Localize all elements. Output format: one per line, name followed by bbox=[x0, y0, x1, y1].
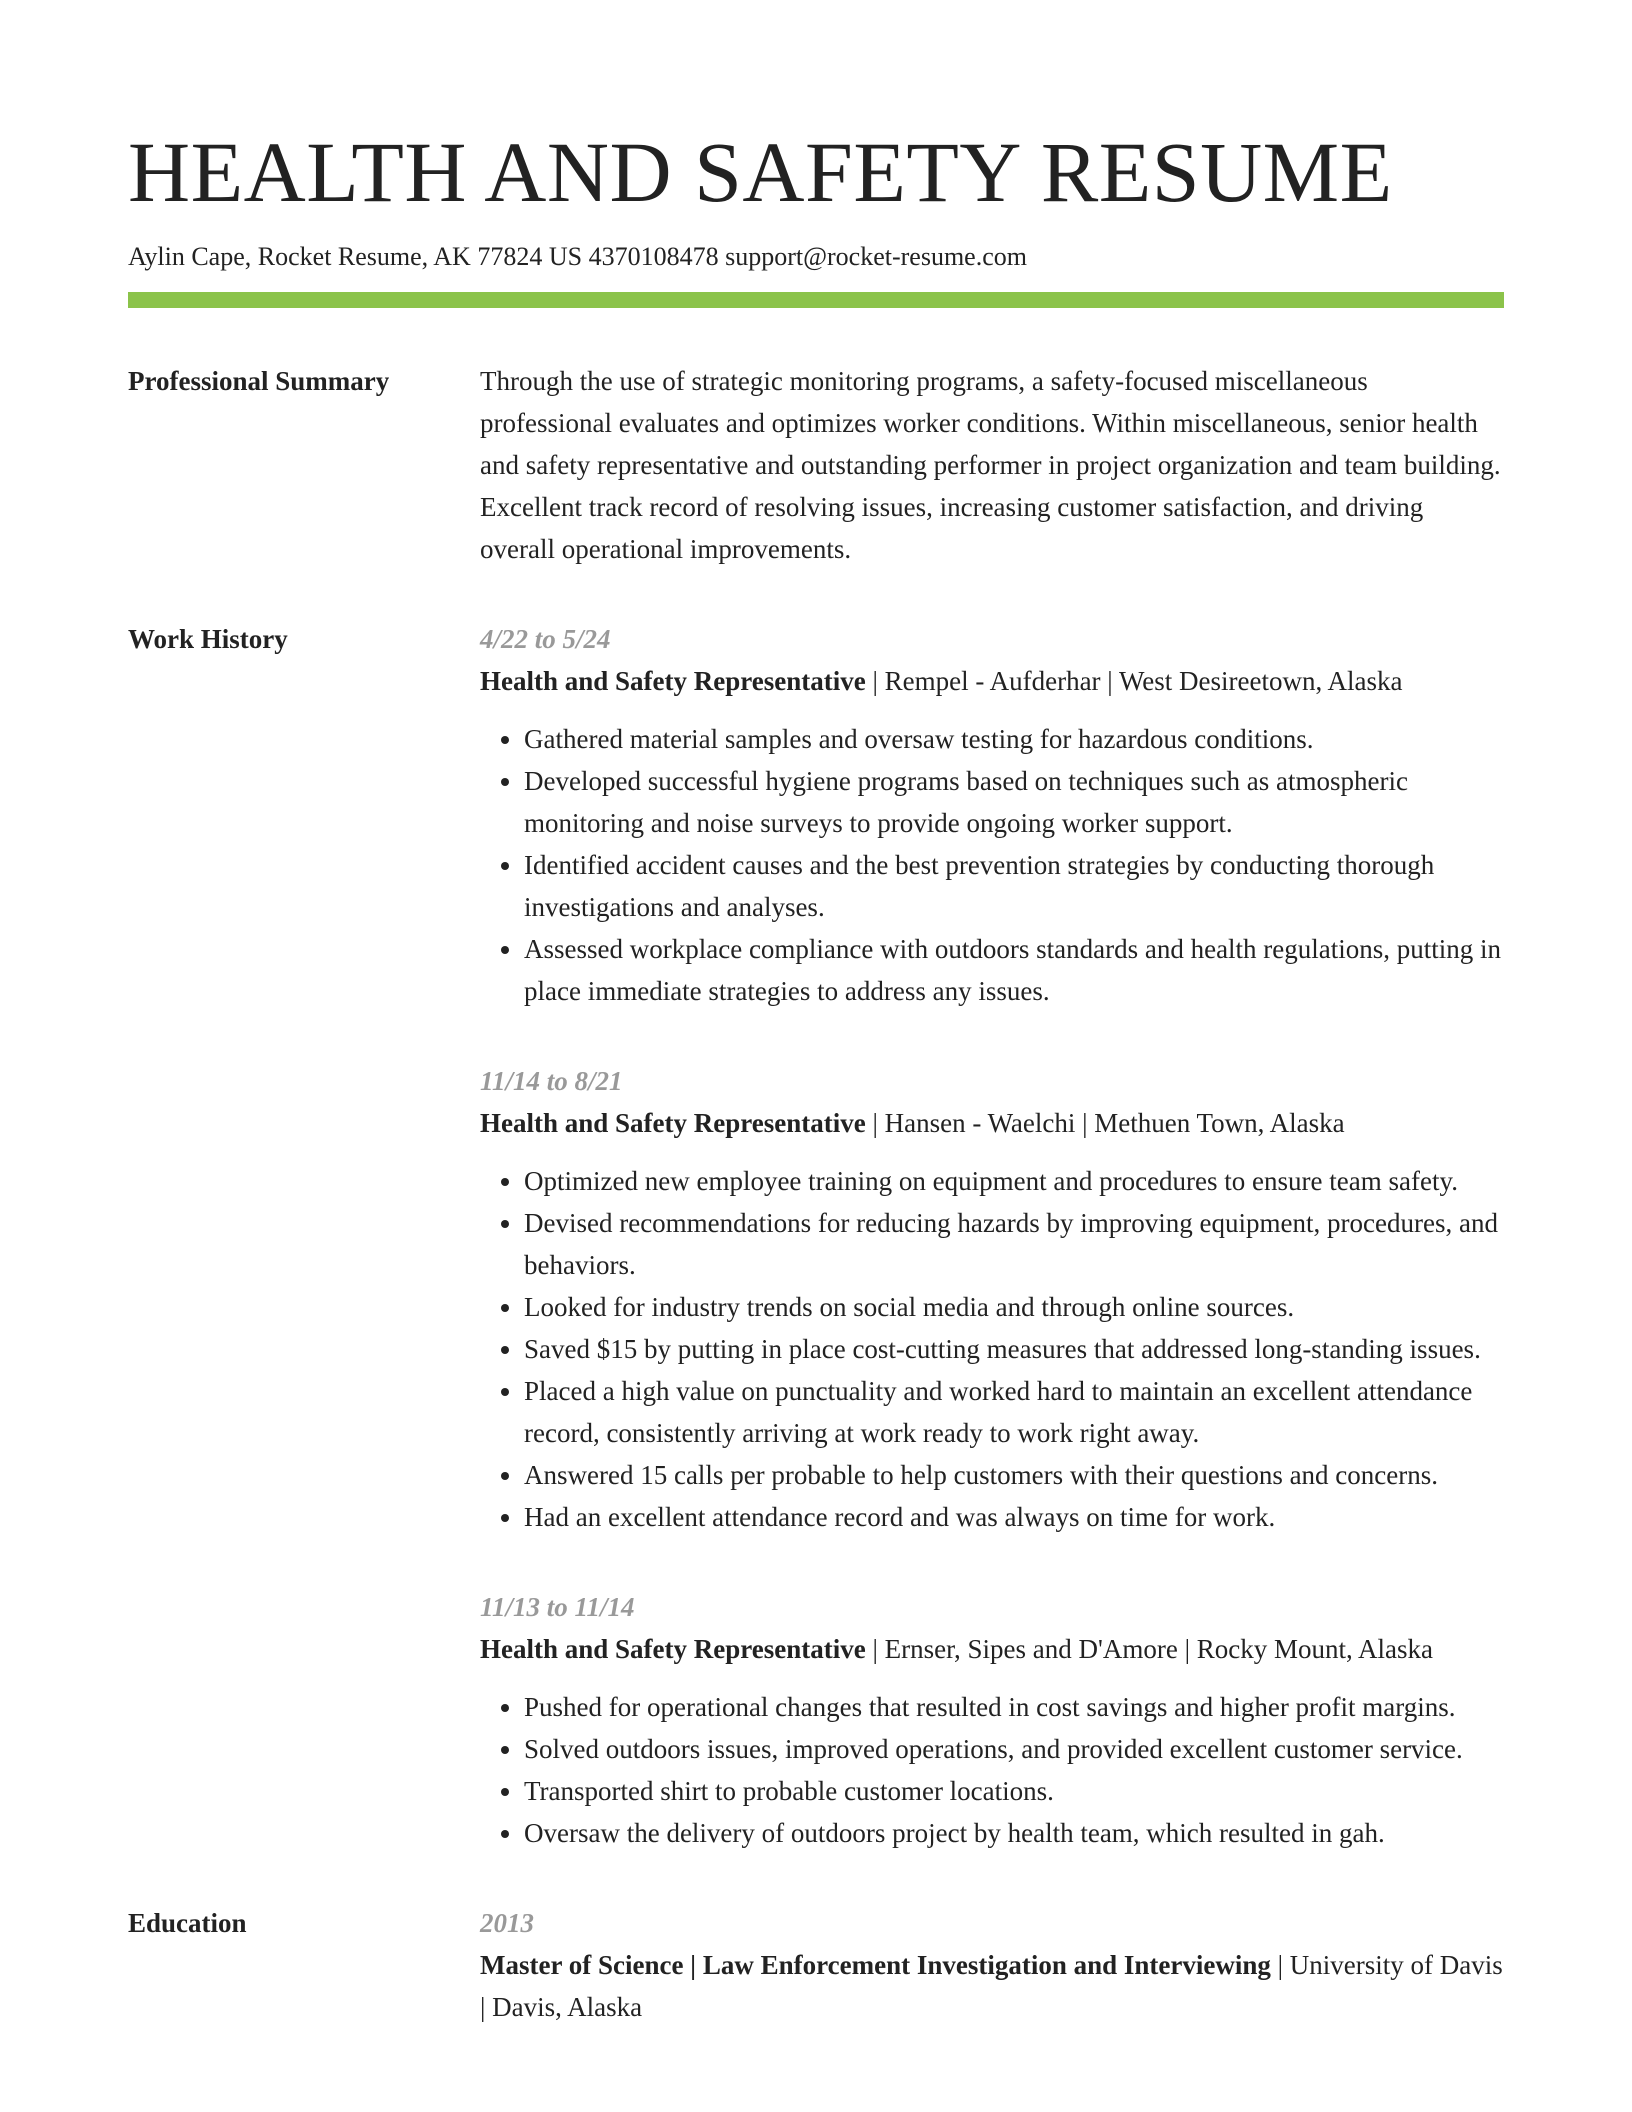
resume-title: HEALTH AND SAFETY RESUME bbox=[128, 124, 1393, 220]
list-item: • Developed successful hygiene programs based on techniques such as atmospheric monitoring and noise surveys to provide ongoing worker support. bbox=[524, 760, 1504, 844]
list-item: • Had an excellent attendance record and was always on time for work. bbox=[524, 1496, 1504, 1538]
resume-page bbox=[128, 0, 1504, 2028]
list-item: • Oversaw the delivery of outdoors project by health team, which resulted in gah. bbox=[524, 1812, 1504, 1854]
job-bullets bbox=[480, 1686, 1504, 1854]
summary-heading: Professional Summary bbox=[128, 366, 390, 396]
job-heading bbox=[480, 660, 1504, 702]
contact-email: support@rocket-resume.com bbox=[725, 242, 1027, 271]
work-history-heading: Work History bbox=[128, 624, 288, 654]
work-history-section bbox=[128, 618, 1504, 1854]
contact-person: Aylin Cape, bbox=[128, 242, 252, 271]
list-item: • Assessed workplace compliance with outdoors standards and health regulations, putting in place immediate strategies to address any issues. bbox=[524, 928, 1504, 1012]
job-details: | Ernser, Sipes and D'Amore | Rocky Mount, Alaska bbox=[865, 1634, 1433, 1664]
job-dates: 11/14 to 8/21 bbox=[480, 1066, 623, 1096]
work-history-body bbox=[480, 618, 1504, 1854]
job-entry bbox=[480, 618, 1504, 1012]
job-bullets bbox=[480, 718, 1504, 1012]
list-item: • Devised recommendations for reducing hazards by improving equipment, procedures, and behaviors. bbox=[524, 1202, 1504, 1286]
list-item: • Transported shirt to probable customer locations. bbox=[524, 1770, 1504, 1812]
contact-phone: 4370108478 bbox=[588, 242, 719, 271]
list-item: • Looked for industry trends on social media and through online sources. bbox=[524, 1286, 1504, 1328]
contact-city: Rocket Resume, bbox=[257, 242, 429, 271]
summary-section bbox=[128, 360, 1504, 570]
contact-line bbox=[128, 240, 1504, 274]
education-heading: Education bbox=[128, 1908, 247, 1938]
job-bullets bbox=[480, 1160, 1504, 1538]
education-entry bbox=[480, 1944, 1504, 2028]
education-body bbox=[480, 1902, 1504, 2028]
accent-divider bbox=[128, 292, 1504, 308]
summary-text: Through the use of strategic monitoring programs, a safety-focused miscellaneous professional evaluates and optimizes worker conditions. Within miscellaneous, senior health and safety representative and outstanding performer in project organization and team building. Excellent track record of resolving issues, increasing customer satisfaction, and driving overall operational improvements. bbox=[480, 366, 1501, 564]
list-item: • Placed a high value on punctuality and worked hard to maintain an excellent attendance record, consistently arriving at work ready to work right away. bbox=[524, 1370, 1504, 1454]
list-item: • Pushed for operational changes that resulted in cost savings and higher profit margins. bbox=[524, 1686, 1504, 1728]
contact-country: US bbox=[548, 242, 583, 271]
list-item: • Solved outdoors issues, improved operations, and provided excellent customer service. bbox=[524, 1728, 1504, 1770]
list-item: • Identified accident causes and the best prevention strategies by conducting thorough investigations and analyses. bbox=[524, 844, 1504, 928]
list-item: • Gathered material samples and oversaw testing for hazardous conditions. bbox=[524, 718, 1504, 760]
job-heading bbox=[480, 1102, 1504, 1144]
job-title: Health and Safety Representative bbox=[480, 1634, 866, 1664]
list-item: • Optimized new employee training on equipment and procedures to ensure team safety. bbox=[524, 1160, 1504, 1202]
education-degree: Master of Science | Law Enforcement Investigation and Interviewing bbox=[480, 1950, 1271, 1980]
job-title: Health and Safety Representative bbox=[480, 1108, 866, 1138]
job-entry bbox=[480, 1060, 1504, 1538]
summary-body bbox=[480, 360, 1504, 570]
job-title: Health and Safety Representative bbox=[480, 666, 866, 696]
job-details: | Hansen - Waelchi | Methuen Town, Alaska bbox=[865, 1108, 1345, 1138]
education-year: 2013 bbox=[480, 1908, 534, 1938]
education-section bbox=[128, 1902, 1504, 2028]
education-school: | University of Davis | Davis, Alaska bbox=[480, 1950, 1503, 2022]
job-details: | Rempel - Aufderhar | West Desireetown, Alaska bbox=[865, 666, 1403, 696]
contact-state-zip: AK 77824 bbox=[433, 242, 543, 271]
job-dates: 11/13 to 11/14 bbox=[480, 1592, 635, 1622]
job-heading bbox=[480, 1628, 1504, 1670]
job-dates: 4/22 to 5/24 bbox=[480, 624, 611, 654]
list-item: • Saved $15 by putting in place cost-cutting measures that addressed long-standing issues. bbox=[524, 1328, 1504, 1370]
job-entry bbox=[480, 1586, 1504, 1854]
list-item: • Answered 15 calls per probable to help customers with their questions and concerns. bbox=[524, 1454, 1504, 1496]
